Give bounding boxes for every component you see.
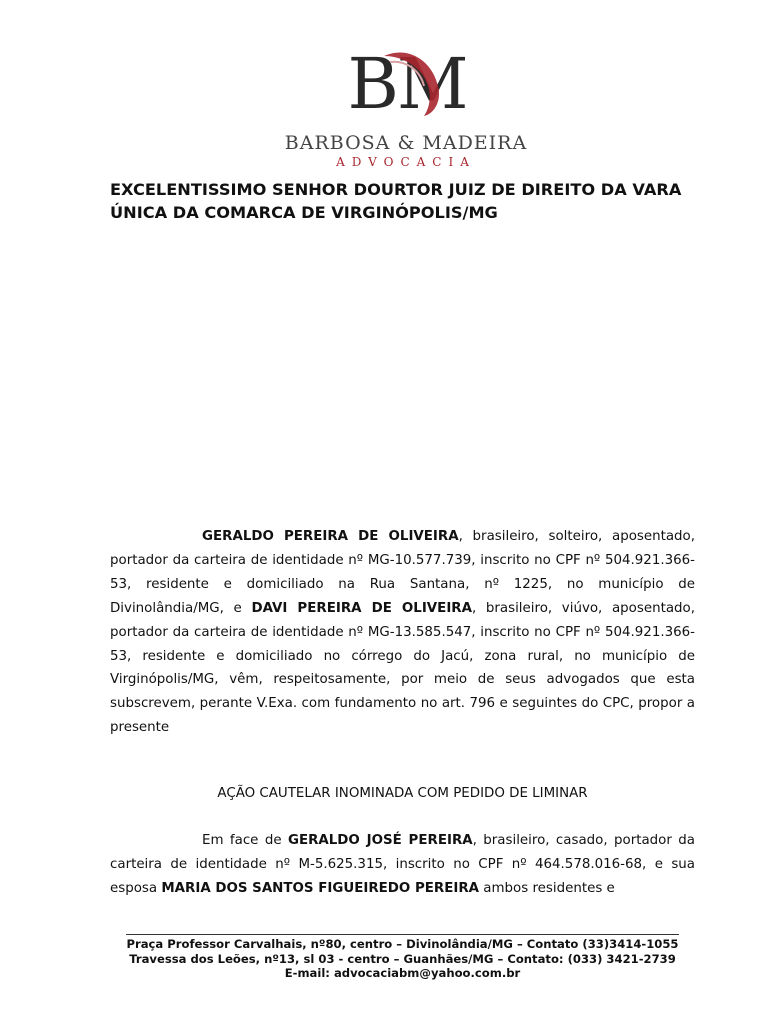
action-title: AÇÃO CAUTELAR INOMINADA COM PEDIDO DE LIMINAR: [217, 786, 588, 801]
footer-address-2: Travessa dos Leões, nº13, sl 03 - centro – Guanhães/MG – Contato: (033) 3421-2739: [129, 951, 676, 966]
footer-email: E-mail: advocaciabm@yahoo.com.br: [284, 966, 521, 980]
defendant-2-name: MARIA DOS SANTOS FIGUEIREDO PEREIRA: [161, 880, 480, 896]
footer-address-1: Praça Professor Carvalhais, nº80, centro – Divinolândia/MG – Contato (33)3414-1055: [126, 937, 679, 951]
plaintiffs-paragraph: [110, 525, 695, 740]
logo-swoosh-icon: [376, 46, 446, 118]
defendant-2-details: ambos residentes e: [479, 880, 615, 896]
plaintiff-1-details: , brasileiro, solteiro, aposentado, portador da carteira de identidade nº MG-10.577.739, inscrito no CPF nº 504.921.366-53, residente e domiciliado na Rua Santana, nº 1225, no município de Divinolândia/MG, e: [110, 529, 695, 616]
page-footer: [100, 937, 705, 981]
defendants-paragraph: [110, 829, 695, 901]
addressee-heading: EXCELENTISSIMO SENHOR DOURTOR JUIZ DE DIREITO DA VARA ÚNICA DA COMARCA DE VIRGINÓPOLIS/MG: [110, 180, 682, 222]
logo-subtitle: ADVOCACIA: [336, 155, 476, 169]
defendant-1-details: , brasileiro, casado, portador da carteira de identidade nº M-5.625.315, inscrito no CPF nº 464.578.016-68, e sua esposa: [110, 833, 695, 896]
logo-firm-name: BARBOSA & MADEIRA: [284, 132, 528, 154]
plaintiff-1-name: GERALDO PEREIRA DE OLIVEIRA: [202, 529, 459, 544]
footer-divider: [126, 934, 679, 935]
defendants-intro: Em face de: [202, 833, 288, 848]
defendant-1-name: GERALDO JOSÉ PEREIRA: [287, 833, 473, 848]
plaintiff-2-details: , brasileiro, viúvo, aposentado, portador da carteira de identidade nº MG-13.585.547, inscrito no CPF nº 504.921.366-53, residente e domiciliado no córrego do Jacú, zona rural, no município de Virginópolis/MG, vêm, respeitosamente, por meio de seus advogados que esta subscrevem, perante V.Exa. com fundamento no art. 796 e seguintes do CPC, propor a presente: [110, 600, 695, 736]
plaintiff-2-name: DAVI PEREIRA DE OLIVEIRA: [251, 600, 472, 616]
logo-monogram: BM: [347, 43, 467, 125]
firm-logo: [276, 30, 536, 172]
